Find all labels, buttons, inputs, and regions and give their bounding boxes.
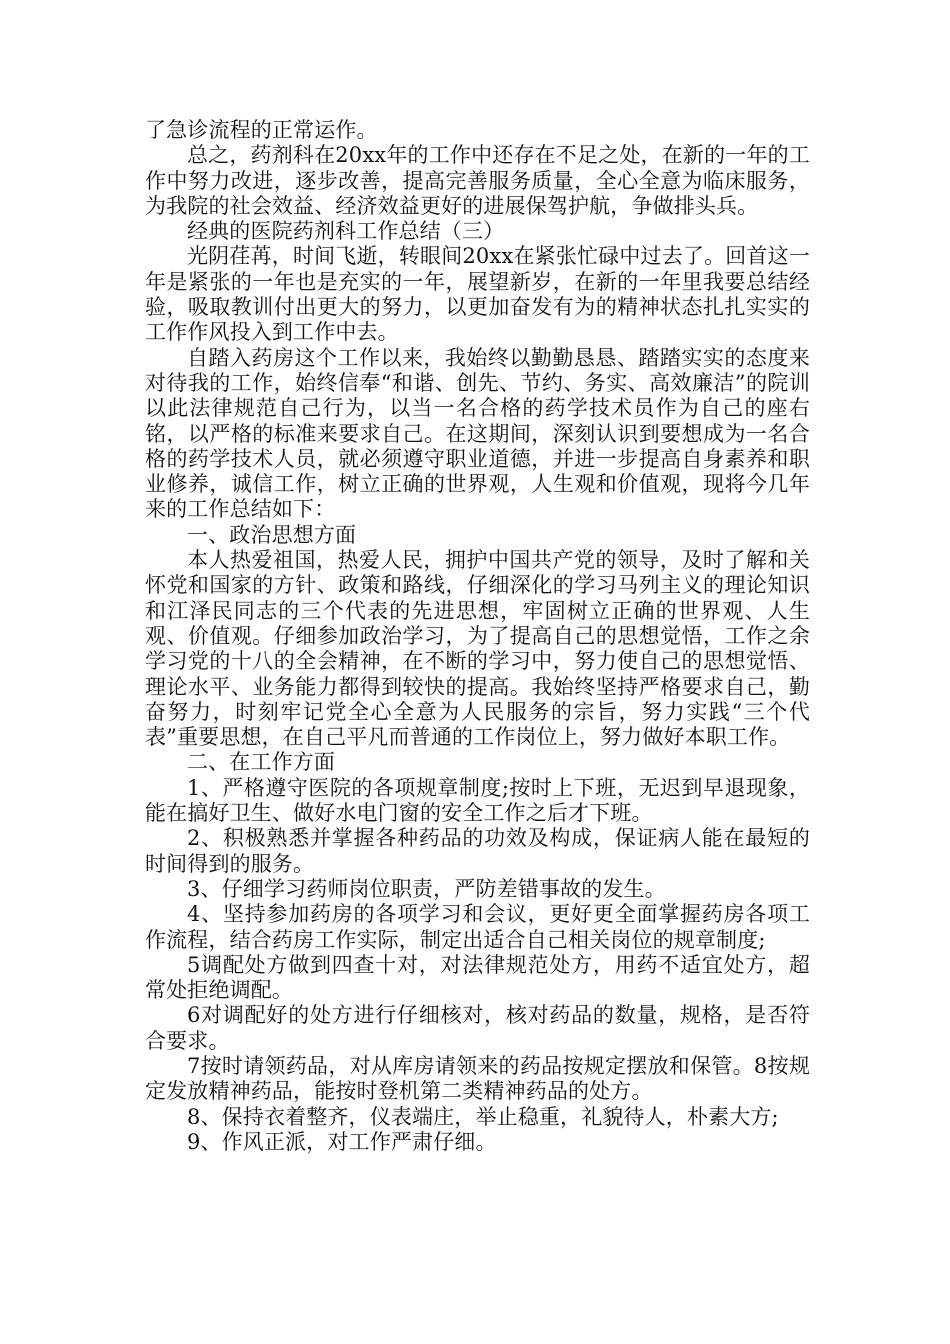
list-item-3: 3、仔细学习药师岗位职责，严防差错事故的发生。 xyxy=(187,876,666,901)
paragraph-political: 本人热爱祖国，热爱人民，拥护中国共产党的领导，及时了解和关怀党和国家的方针、政策和路线，仔细深化的学习马列主义的理论知识和江泽民同志的三个代表的先进思想，牢固树立正确的世界观、人生观、价值观。仔细参加政治学习，为了提高自己的思想觉悟，工作之余学习党的十八的全会精神，在不断的学习中，努力使自己的思想觉悟、理论水平、业务能力都得到较快的提高。我始终坚持严格要求自己，勤奋努力，时刻牢记党全心全意为人民服务的宗旨，努力实践“三个代表”重要思想，在自己平凡而普通的工作岗位上，努力做好本职工作。 xyxy=(145,548,810,750)
heading-work: 二、在工作方面 xyxy=(187,750,336,775)
section-title: 经典的医院药剂科工作总结（三） xyxy=(187,219,505,244)
list-item-8: 8、保持衣着整齐，仪表端庄，举止稳重，礼貌待人，朴素大方; xyxy=(187,1104,779,1129)
list-item-2: 2、积极熟悉并掌握各种药品的功效及构成，保证病人能在最短的时间得到的服务。 xyxy=(145,826,810,876)
list-item-9: 9、作风正派，对工作严肃仔细。 xyxy=(187,1129,497,1154)
paragraph-continuation: 了急诊流程的正常运作。 xyxy=(145,118,378,142)
list-item-5: 5调配处方做到四查十对，对法律规范处方，用药不适宜处方，超常处拒绝调配。 xyxy=(145,952,810,1003)
paragraph-attitude: 自踏入药房这个工作以来，我始终以勤勤恳恳、踏踏实实的态度来对待我的工作，始终信奉“和谐、创先、节约、务实、高效廉洁”的院训以此法律规范自己行为，以当一名合格的药学技术员作为自己的座右铭，以严格的标准来要求自己。在这期间，深刻认识到要想成为一名合格的药学技术人员，就必须遵守职业道德，并进一步提高自身素养和职业修养，诚信工作，树立正确的世界观，人生观和价值观，现将今几年来的工作总结如下： xyxy=(145,345,810,522)
list-item-7: 7按时请领药品，对从库房请领来的药品按规定摆放和保管。8按规定发放精神药品，能按时登机第二类精神药品的处方。 xyxy=(145,1053,810,1104)
paragraph-summary: 总之，药剂科在20xx年的工作中还存在不足之处，在新的一年的工作中努力改进，逐步改善，提高完善服务质量，全心全意为临床服务，为我院的社会效益、经济效益更好的进展保驾护航，争做排头兵。 xyxy=(145,143,810,218)
heading-political: 一、政治思想方面 xyxy=(187,522,357,547)
list-item-6: 6对调配好的处方进行仔细核对，核对药品的数量，规格，是否符合要求。 xyxy=(145,1003,810,1053)
list-item-1: 1、严格遵守医院的各项规章制度;按时上下班，无迟到早退现象，能在搞好卫生、做好水电门窗的安全工作之后才下班。 xyxy=(145,775,810,826)
list-item-4: 4、坚持参加药房的各项学习和会议，更好更全面掌握药房各项工作流程，结合药房工作实际，制定出适合自己相关岗位的规章制度; xyxy=(145,902,810,952)
document-body xyxy=(145,118,810,1155)
paragraph-intro: 光阴荏苒，时间飞逝，转眼间20xx在紧张忙碌中过去了。回首这一年是紧张的一年也是充实的一年，展望新岁，在新的一年里我要总结经验，吸取教训付出更大的努力，以更加奋发有为的精神状态扎扎实实的工作作风投入到工作中去。 xyxy=(145,244,810,345)
